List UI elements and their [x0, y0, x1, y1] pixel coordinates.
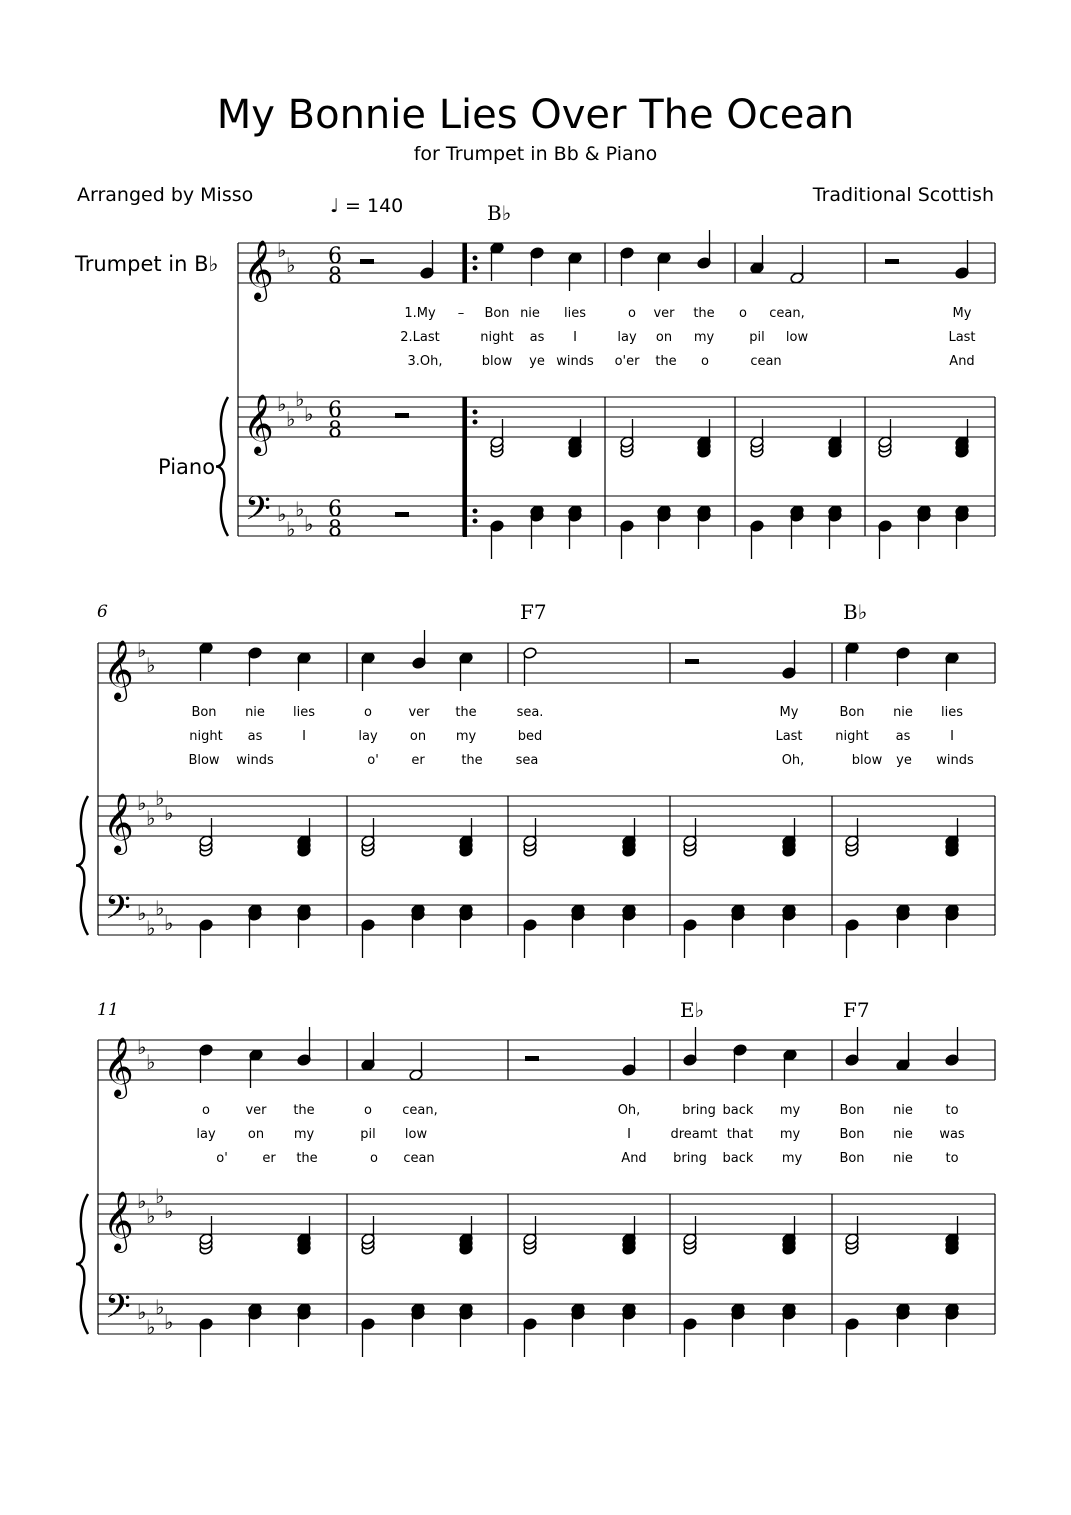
lyric-syllable: to: [945, 1103, 959, 1118]
lyric-syllable: I: [627, 1127, 631, 1142]
lyric-syllable: o: [739, 306, 747, 321]
lyric-syllable: I: [573, 330, 577, 345]
flat-icon: ♭: [155, 1295, 165, 1319]
bass-clef-icon: 𝄢: [245, 490, 271, 536]
lyric-syllable: er: [262, 1151, 276, 1166]
chord-symbol: B♭: [487, 201, 512, 225]
flat-icon: ♭: [137, 638, 147, 662]
time-signature: 8: [328, 517, 342, 542]
lyric-syllable: night: [480, 330, 514, 345]
flat-icon: ♭: [164, 801, 174, 825]
measure-number: 11: [97, 1000, 119, 1020]
lyric-syllable: My: [779, 705, 799, 720]
lyric-syllable: sea: [515, 753, 539, 768]
lyric-syllable: sea.: [516, 705, 544, 720]
repeat-dot: [473, 266, 478, 271]
time-signature: 6: [328, 244, 342, 269]
lyric-syllable: the: [296, 1151, 318, 1166]
lyric-syllable: nie: [893, 1151, 913, 1166]
lyric-syllable: I: [950, 729, 954, 744]
lyric-syllable: er: [411, 753, 425, 768]
flat-icon: ♭: [304, 512, 314, 536]
repeat-dot: [473, 420, 478, 425]
lyric-syllable: cean,: [402, 1103, 438, 1118]
lyric-syllable: Bon: [839, 1151, 865, 1166]
score-title: My Bonnie Lies Over The Ocean: [216, 92, 855, 138]
flat-icon: ♭: [146, 916, 156, 940]
chord-symbol: B♭: [843, 600, 868, 624]
time-signature: 8: [328, 264, 342, 289]
lyric-syllable: back: [722, 1151, 754, 1166]
lyric-syllable: bed: [517, 729, 543, 744]
lyric-syllable: my: [781, 1151, 803, 1166]
lyric-syllable: o: [364, 1103, 372, 1118]
flat-icon: ♭: [295, 497, 305, 521]
lyric-syllable: Last: [948, 330, 976, 345]
flat-icon: ♭: [164, 1310, 174, 1334]
half-rest: [885, 259, 899, 264]
time-signature: 6: [328, 398, 342, 423]
quarter-note-icon: ♩: [330, 195, 339, 217]
lyric-syllable: o: [202, 1103, 210, 1118]
treble-clef-icon: 𝄞: [103, 1191, 134, 1251]
flat-icon: ♭: [146, 653, 156, 677]
flat-icon: ♭: [277, 502, 287, 526]
flat-icon: ♭: [146, 1204, 156, 1228]
lyric-syllable: Bon: [839, 705, 865, 720]
composer-credit: Traditional Scottish: [812, 184, 994, 206]
bass-clef-icon: 𝄢: [105, 1288, 131, 1334]
lyric-syllable: o: [364, 705, 372, 720]
lyric-syllable: to: [945, 1151, 959, 1166]
measure-number: 6: [97, 602, 108, 622]
lyric-syllable: 1.My: [404, 306, 436, 321]
lyric-syllable: o: [370, 1151, 378, 1166]
lyric-syllable: And: [621, 1151, 647, 1166]
repeat-barline: [463, 397, 467, 537]
flat-icon: ♭: [137, 1189, 147, 1213]
lyric-syllable: on: [409, 729, 427, 744]
instrument-name-piano: Piano: [158, 455, 216, 479]
lyric-syllable: the: [455, 705, 477, 720]
repeat-dot: [473, 256, 478, 261]
flat-icon: ♭: [146, 1315, 156, 1339]
lyric-syllable: my: [455, 729, 477, 744]
lyric-syllable: ver: [245, 1103, 267, 1118]
lyric-syllable: blow: [851, 753, 883, 768]
lyric-syllable: ver: [653, 306, 675, 321]
lyric-syllable: lay: [196, 1127, 216, 1142]
treble-clef-icon: 𝄞: [243, 394, 274, 454]
lyric-syllable: lies: [293, 705, 315, 720]
lyric-syllable: And: [949, 354, 975, 369]
lyric-syllable: my: [779, 1103, 801, 1118]
lyric-syllable: Bon: [839, 1127, 865, 1142]
bass-clef-icon: 𝄢: [105, 889, 131, 935]
treble-clef-icon: 𝄞: [103, 640, 134, 700]
lyric-syllable: as: [895, 729, 911, 744]
flat-icon: ♭: [137, 1300, 147, 1324]
lyric-syllable: lies: [564, 306, 586, 321]
chord-symbol: E♭: [680, 998, 705, 1022]
lyric-syllable: nie: [893, 1127, 913, 1142]
lyric-syllable: 2.Last: [400, 330, 440, 345]
lyric-syllable: o'er: [614, 354, 640, 369]
flat-icon: ♭: [155, 896, 165, 920]
lyric-syllable: nie: [893, 705, 913, 720]
lyric-syllable: –: [457, 306, 465, 321]
flat-icon: ♭: [295, 387, 305, 411]
lyric-syllable: o: [628, 306, 636, 321]
lyric-syllable: I: [302, 729, 306, 744]
flat-icon: ♭: [277, 238, 287, 262]
flat-icon: ♭: [277, 392, 287, 416]
lyric-syllable: cean: [403, 1151, 435, 1166]
flat-icon: ♭: [304, 402, 314, 426]
lyric-syllable: Oh,: [617, 1103, 641, 1118]
lyric-syllable: winds: [236, 753, 274, 768]
lyric-syllable: cean,: [769, 306, 805, 321]
flat-icon: ♭: [164, 911, 174, 935]
flat-icon: ♭: [137, 901, 147, 925]
lyric-syllable: o: [701, 354, 709, 369]
flat-icon: ♭: [155, 786, 165, 810]
lyric-syllable: on: [655, 330, 673, 345]
half-rest: [525, 1056, 539, 1061]
treble-clef-icon: 𝄞: [103, 1037, 134, 1097]
lyric-syllable: low: [785, 330, 809, 345]
lyric-syllable: was: [939, 1127, 965, 1142]
lyric-syllable: My: [952, 306, 972, 321]
tempo-value: = 140: [345, 195, 404, 217]
flat-icon: ♭: [286, 407, 296, 431]
repeat-dot: [473, 509, 478, 514]
lyric-syllable: my: [293, 1127, 315, 1142]
flat-icon: ♭: [137, 791, 147, 815]
repeat-dot: [473, 519, 478, 524]
repeat-dot: [473, 410, 478, 415]
lyric-syllable: the: [655, 354, 677, 369]
treble-clef-icon: 𝄞: [103, 793, 134, 853]
lyric-syllable: Bon: [484, 306, 510, 321]
lyric-syllable: ye: [529, 354, 545, 369]
score-subtitle: for Trumpet in Bb & Piano: [413, 143, 658, 165]
lyric-syllable: Oh,: [781, 753, 805, 768]
lyric-syllable: nie: [245, 705, 265, 720]
lyric-syllable: Bon: [839, 1103, 865, 1118]
lyric-syllable: the: [693, 306, 715, 321]
lyric-syllable: winds: [556, 354, 594, 369]
lyric-syllable: 3.Oh,: [407, 354, 443, 369]
flat-icon: ♭: [137, 1035, 147, 1059]
lyric-syllable: on: [247, 1127, 265, 1142]
lyric-syllable: back: [722, 1103, 754, 1118]
lyric-syllable: nie: [520, 306, 540, 321]
lyric-syllable: lies: [941, 705, 963, 720]
lyric-syllable: pil: [360, 1127, 376, 1142]
lyric-syllable: lay: [617, 330, 637, 345]
lyric-syllable: low: [404, 1127, 428, 1142]
lyric-syllable: dreamt: [670, 1127, 718, 1142]
lyric-syllable: my: [693, 330, 715, 345]
lyric-syllable: lay: [358, 729, 378, 744]
flat-icon: ♭: [164, 1199, 174, 1223]
lyric-syllable: bring: [673, 1151, 707, 1166]
lyric-syllable: that: [726, 1127, 754, 1142]
lyric-syllable: ye: [896, 753, 912, 768]
lyric-syllable: night: [835, 729, 869, 744]
lyric-syllable: nie: [893, 1103, 913, 1118]
chord-symbol: F7: [520, 600, 547, 624]
lyric-syllable: o': [367, 753, 379, 768]
lyric-syllable: Blow: [188, 753, 220, 768]
flat-icon: ♭: [286, 253, 296, 277]
half-rest: [685, 659, 699, 664]
half-rest: [395, 413, 409, 418]
flat-icon: ♭: [286, 517, 296, 541]
lyric-syllable: as: [529, 330, 545, 345]
time-signature: 6: [328, 497, 342, 522]
lyric-syllable: night: [189, 729, 223, 744]
treble-clef-icon: 𝄞: [243, 240, 274, 300]
repeat-barline: [463, 243, 467, 283]
lyric-syllable: my: [779, 1127, 801, 1142]
lyric-syllable: cean: [750, 354, 782, 369]
flat-icon: ♭: [146, 1050, 156, 1074]
lyric-syllable: ver: [408, 705, 430, 720]
lyric-syllable: as: [247, 729, 263, 744]
half-rest: [360, 259, 374, 264]
piano-brace: [216, 397, 228, 536]
piano-brace: [76, 796, 88, 935]
half-rest: [395, 512, 409, 517]
lyric-syllable: the: [293, 1103, 315, 1118]
lyric-syllable: blow: [481, 354, 513, 369]
time-signature: 8: [328, 418, 342, 443]
lyric-syllable: winds: [936, 753, 974, 768]
flat-icon: ♭: [146, 806, 156, 830]
lyric-syllable: bring: [682, 1103, 716, 1118]
lyric-syllable: pil: [749, 330, 765, 345]
piano-brace: [76, 1194, 88, 1334]
flat-icon: ♭: [155, 1184, 165, 1208]
lyric-syllable: Last: [775, 729, 803, 744]
instrument-name-trumpet: Trumpet in B♭: [75, 252, 219, 276]
chord-symbol: F7: [843, 998, 870, 1022]
arranger-credit: Arranged by Misso: [77, 184, 254, 206]
lyric-syllable: Bon: [191, 705, 217, 720]
lyric-syllable: the: [461, 753, 483, 768]
lyric-syllable: o': [216, 1151, 228, 1166]
